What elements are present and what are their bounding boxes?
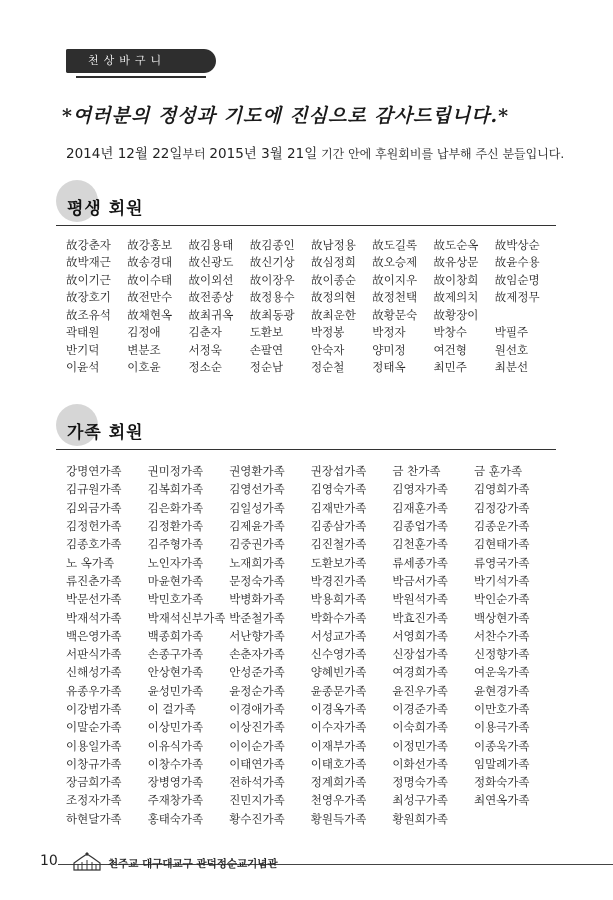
member-row [66, 572, 556, 590]
member-name: 故박재근 [66, 255, 111, 270]
member-name: 권미정가족 [147, 464, 204, 479]
member-name: 이용일가족 [66, 738, 122, 753]
member-row [66, 810, 556, 828]
member-name: 故전종상 [188, 290, 234, 305]
member-name: 박문선가족 [66, 592, 122, 607]
member-name: 신해성가족 [66, 665, 122, 680]
member-name: 김중권가족 [229, 537, 285, 552]
member-row [66, 341, 556, 359]
lifetime-section-header [56, 180, 556, 226]
member-name: 故전만수 [127, 290, 173, 305]
footer-organization: 천주교 대구대교구 관덕정순교기념관 [108, 858, 278, 870]
member-name: 하현달가족 [66, 811, 122, 826]
header-rule [56, 225, 556, 226]
member-name: 故오승제 [372, 255, 418, 270]
member-row [66, 271, 556, 289]
member-row [66, 755, 556, 773]
member-row [66, 682, 556, 700]
member-name: 윤현경가족 [473, 683, 530, 698]
member-name: 백종희가족 [147, 628, 204, 643]
member-name: 故황문숙 [372, 307, 418, 322]
member-name: 조정자가족 [66, 793, 122, 808]
member-name: 금 훈가족 [473, 464, 523, 479]
member-name: 김규원가족 [66, 482, 122, 497]
member-name: 변분조 [127, 342, 161, 357]
member-name: 박인순가족 [473, 592, 530, 607]
member-name: 김종호가족 [66, 537, 122, 552]
member-row [66, 736, 556, 754]
member-name: 박경진가족 [310, 573, 367, 588]
member-name: 故도순옥 [433, 237, 479, 252]
member-name: 박재석가족 [66, 610, 122, 625]
member-name: 이태연가족 [229, 756, 285, 771]
page-number: 10 [40, 853, 58, 869]
church-building-icon [72, 852, 102, 872]
member-name: 류세종가족 [392, 555, 448, 570]
member-name: 최성구가족 [392, 793, 448, 808]
section-tag: 천상바구니 [66, 49, 216, 73]
member-name: 김제윤가족 [229, 519, 285, 534]
member-name: 안성준가족 [229, 665, 285, 680]
member-name: 황수진가족 [229, 811, 285, 826]
member-name: 이수자가족 [310, 720, 367, 735]
member-name: 주재창가족 [147, 793, 204, 808]
member-row [66, 608, 556, 626]
member-name: 원선호 [494, 342, 529, 357]
member-name: 김외금가족 [66, 500, 122, 515]
member-name: 임말례가족 [473, 756, 530, 771]
member-name: 김정환가족 [147, 519, 204, 534]
member-name: 박병화가족 [229, 592, 285, 607]
member-name: 故강춘자 [66, 237, 111, 252]
member-name: 故임순명 [494, 272, 540, 287]
member-name: 김종업가족 [392, 519, 448, 534]
member-name: 류진춘가족 [66, 573, 122, 588]
member-name: 이유식가족 [147, 738, 204, 753]
member-name: 이강범가족 [66, 702, 122, 716]
member-name: 이 걸가족 [147, 702, 196, 716]
member-name: 황원득가족 [310, 811, 367, 826]
member-name: 여건형 [433, 342, 467, 357]
member-name: 故심정희 [311, 255, 356, 270]
family-section-header [56, 404, 556, 450]
member-name: 유종우가족 [66, 683, 122, 698]
member-name: 서성교가족 [310, 628, 367, 643]
member-row [66, 499, 556, 517]
member-name: 김주형가족 [147, 537, 204, 552]
member-name: 이창규가족 [66, 756, 122, 771]
member-name: 정화숙가족 [473, 775, 530, 790]
member-name: 정계희가족 [310, 775, 367, 790]
member-name: 백은영가족 [66, 628, 122, 643]
member-row [66, 517, 556, 535]
member-name: 故이종순 [311, 272, 356, 287]
member-name: 故김용태 [188, 237, 234, 252]
member-name: 정순남 [249, 360, 284, 375]
member-name: 서정욱 [188, 342, 222, 357]
member-name: 박창수 [433, 325, 467, 340]
member-name: 故최동광 [249, 307, 295, 322]
member-row [66, 700, 556, 718]
member-name: 이숙희가족 [392, 720, 448, 735]
member-name: 故정용수 [249, 290, 295, 305]
member-name: 안숙자 [311, 342, 345, 357]
member-name: 故이기근 [66, 272, 111, 287]
member-row [66, 663, 556, 681]
member-name: 故제의치 [433, 290, 479, 305]
member-name: 이종욱가족 [473, 738, 530, 753]
member-name: 김영희가족 [473, 482, 530, 497]
member-name: 손팔연 [249, 342, 284, 357]
member-row [66, 791, 556, 809]
member-name: 전하석가족 [229, 775, 285, 790]
member-name: 이이순가족 [229, 738, 285, 753]
member-row [66, 553, 556, 571]
member-name: 故박상순 [494, 237, 540, 252]
member-name: 박효진가족 [392, 610, 448, 625]
member-name: 황원희가족 [392, 811, 448, 826]
member-name: 김영숙가족 [310, 482, 367, 497]
header-rule [56, 449, 556, 450]
member-name: 이정민가족 [392, 738, 448, 753]
member-name: 노재희가족 [229, 555, 285, 570]
member-name: 김일성가족 [229, 500, 285, 515]
member-name: 박재석신부가족 [147, 610, 226, 625]
member-name: 故최귀옥 [188, 307, 234, 322]
member-name: 양혜빈가족 [310, 665, 367, 680]
family-title: 가족 회원 [67, 423, 144, 443]
member-name: 서찬수가족 [473, 628, 530, 643]
member-name: 박기석가족 [473, 573, 530, 588]
member-name: 여경희가족 [392, 665, 448, 680]
member-name: 신수영가족 [310, 647, 367, 662]
member-name: 김재만가족 [310, 500, 367, 515]
member-name: 정순철 [311, 360, 345, 375]
member-name: 이경옥가족 [310, 702, 367, 716]
family-member-list [66, 462, 556, 828]
member-name: 故송경대 [127, 255, 173, 270]
member-name: 故제정무 [494, 290, 540, 305]
member-name: 강명연가족 [66, 464, 122, 479]
member-name: 故김종인 [249, 237, 295, 252]
member-name: 양미정 [372, 342, 406, 357]
member-name: 노인자가족 [147, 555, 204, 570]
member-name: 박준철가족 [229, 610, 285, 625]
member-name: 진민지가족 [229, 793, 285, 808]
member-name: 서판식가족 [66, 647, 122, 662]
member-name: 이윤석 [66, 360, 100, 375]
member-name: 권영환가족 [229, 464, 285, 479]
member-name: 김진철가족 [310, 537, 367, 552]
member-row [66, 627, 556, 645]
member-name: 故이외선 [188, 272, 234, 287]
member-name: 이상진가족 [229, 720, 285, 735]
member-name: 김정애 [127, 325, 161, 340]
member-name: 최연옥가족 [473, 793, 530, 808]
member-name: 정소순 [188, 360, 222, 375]
lifetime-title: 평생 회원 [67, 199, 144, 219]
member-name: 김춘자 [188, 325, 222, 340]
member-name: 김은화가족 [147, 500, 204, 515]
member-name: 故황장이 [433, 307, 479, 322]
member-name: 이호윤 [127, 360, 161, 375]
member-name: 정태옥 [372, 360, 406, 375]
member-name: 이경준가족 [392, 702, 448, 716]
member-name: 김재훈가족 [392, 500, 448, 515]
member-name: 신장섭가족 [392, 647, 448, 662]
member-name: 노 옥가족 [66, 555, 115, 570]
member-name: 윤진우가족 [392, 683, 448, 698]
member-name: 故이창희 [433, 272, 479, 287]
member-name: 이창수가족 [147, 756, 204, 771]
lifetime-member-list [66, 236, 556, 376]
member-name: 장병영가족 [147, 775, 204, 790]
member-name: 최분선 [494, 360, 529, 375]
member-name: 도환보 [249, 325, 284, 340]
thanks-heading: *여러분의 정성과 기도에 진심으로 감사드립니다.* [62, 105, 510, 127]
member-name: 박정봉 [311, 325, 345, 340]
member-name: 서난향가족 [229, 628, 285, 643]
member-name: 김정강가족 [473, 500, 530, 515]
period-end: 2015년 3월 21일 [209, 146, 318, 162]
member-name: 장금희가족 [66, 775, 122, 790]
member-name: 최민주 [433, 360, 467, 375]
period-text [66, 142, 565, 162]
member-name: 여운욱가족 [473, 665, 530, 680]
member-name: 故채현옥 [127, 307, 173, 322]
member-name: 故남정용 [311, 237, 356, 252]
member-name: 故윤수용 [494, 255, 540, 270]
member-name: 故정천택 [372, 290, 418, 305]
member-name: 김종운가족 [473, 519, 530, 534]
member-name: 이말순가족 [66, 720, 122, 735]
member-name: 김영자가족 [392, 482, 448, 497]
member-row [66, 254, 556, 272]
member-name: 곽태원 [66, 325, 100, 340]
member-name: 천영우가족 [310, 793, 367, 808]
member-name: 이상민가족 [147, 720, 204, 735]
member-name: 故조유석 [66, 307, 111, 322]
member-row [66, 306, 556, 324]
period-start: 2014년 12월 22일 [66, 146, 183, 162]
member-name: 윤정순가족 [229, 683, 285, 698]
member-name: 김영선가족 [229, 482, 285, 497]
member-name: 이태호가족 [310, 756, 367, 771]
member-name: 문정숙가족 [229, 573, 285, 588]
member-row [66, 480, 556, 498]
member-name: 정명숙가족 [392, 775, 448, 790]
member-name: 신정향가족 [473, 647, 530, 662]
member-name: 故유상문 [433, 255, 479, 270]
member-name: 김정헌가족 [66, 519, 122, 534]
member-name: 박민호가족 [147, 592, 204, 607]
member-name: 故신기상 [249, 255, 295, 270]
member-name: 마윤현가족 [147, 573, 204, 588]
period-middle: 부터 [182, 147, 210, 161]
member-name: 김현태가족 [473, 537, 530, 552]
member-name: 윤성민가족 [147, 683, 204, 698]
member-name: 박필주 [494, 325, 529, 340]
member-name: 박용희가족 [310, 592, 367, 607]
member-name: 박정자 [372, 325, 406, 340]
member-name: 손종구가족 [147, 647, 204, 662]
member-name: 박화수가족 [310, 610, 367, 625]
member-row [66, 718, 556, 736]
member-name: 故이장우 [249, 272, 295, 287]
member-name: 금 찬가족 [392, 464, 441, 479]
member-name: 이재부가족 [310, 738, 367, 753]
member-name: 故도길록 [372, 237, 418, 252]
member-row [66, 590, 556, 608]
member-row [66, 289, 556, 307]
member-name: 박금서가족 [392, 573, 448, 588]
member-name: 백상현가족 [473, 610, 530, 625]
member-name: 도환보가족 [310, 555, 367, 570]
member-name: 故강홍보 [127, 237, 173, 252]
member-name: 故신광도 [188, 255, 234, 270]
member-name: 이경애가족 [229, 702, 285, 716]
member-name: 故정의현 [311, 290, 356, 305]
member-name: 김천훈가족 [392, 537, 448, 552]
member-row [66, 535, 556, 553]
member-name: 故최운한 [311, 307, 356, 322]
member-name: 류영국가족 [473, 555, 530, 570]
member-name: 윤종문가족 [310, 683, 367, 698]
member-name: 故장호기 [66, 290, 111, 305]
member-name: 이용극가족 [473, 720, 530, 735]
member-name: 안상현가족 [147, 665, 204, 680]
member-row [66, 359, 556, 377]
member-name: 이화선가족 [392, 756, 448, 771]
member-row [66, 324, 556, 342]
member-name: 박원석가족 [392, 592, 448, 607]
member-name: 故이지우 [372, 272, 418, 287]
member-name: 권장섭가족 [310, 464, 367, 479]
member-row [66, 773, 556, 791]
member-name: 김복희가족 [147, 482, 204, 497]
member-name: 손춘자가족 [229, 647, 285, 662]
member-name: 故이수태 [127, 272, 173, 287]
member-name: 서영희가족 [392, 628, 448, 643]
member-row [66, 645, 556, 663]
member-row [66, 236, 556, 254]
member-name: 김종삼가족 [310, 519, 367, 534]
period-rest: 기간 안에 후원회비를 납부해 주신 분들입니다. [317, 147, 565, 161]
member-row [66, 462, 556, 480]
member-name: 이만호가족 [473, 702, 530, 716]
member-name: 반기덕 [66, 342, 100, 357]
member-name: 홍태숙가족 [147, 811, 204, 826]
